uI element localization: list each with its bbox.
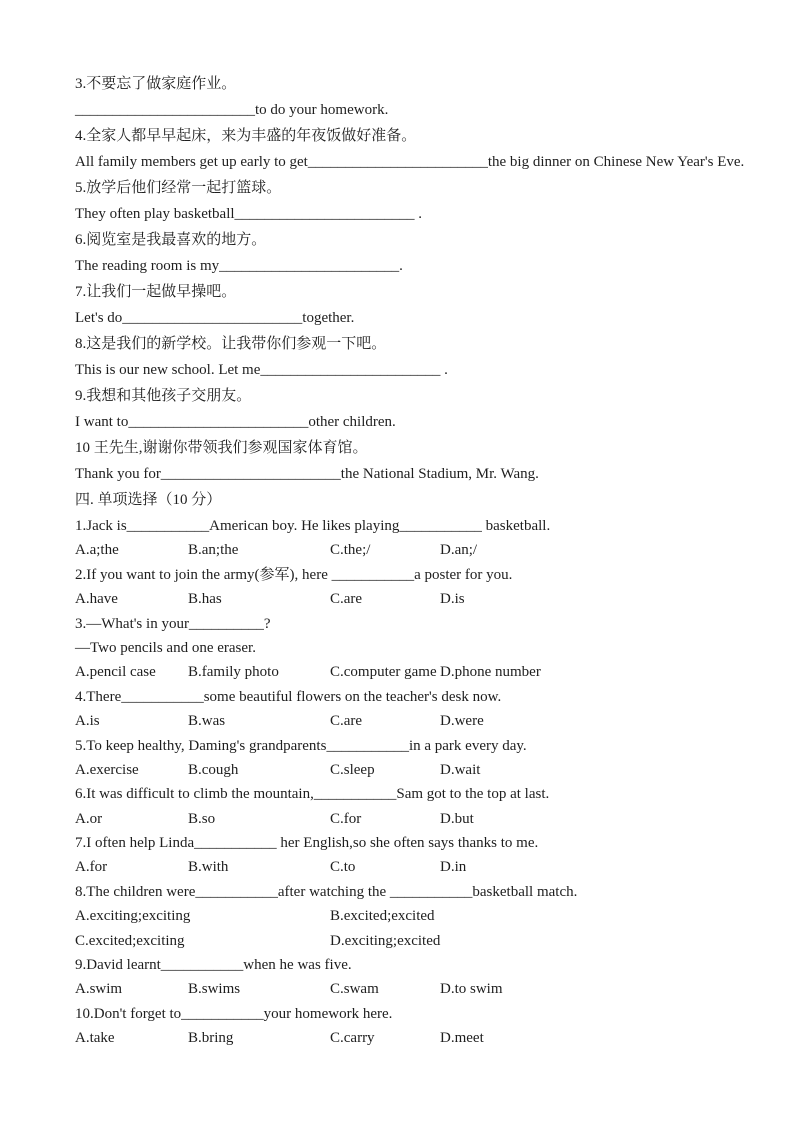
translation-english-blank-line: Let's do________________________together.: [75, 310, 355, 326]
translation-english-blank-line: ________________________to do your homework.: [75, 102, 389, 118]
mc-option-d: D.meet: [440, 1030, 484, 1047]
mc-option-a: A.take: [75, 1030, 115, 1047]
mc-options-row: [75, 660, 763, 684]
mc-option-d: D.to swim: [440, 981, 503, 998]
translation-chinese-sentence: 10 王先生,谢谢你带领我们参观国家体育馆。: [75, 440, 368, 456]
translation-chinese-sentence: 7.让我们一起做早操吧。: [75, 284, 237, 300]
mc-options-row: [75, 977, 763, 1001]
mc-options-row: [75, 538, 763, 562]
mc-question-text: 2.If you want to join the army(参军), here ___________a poster for you.: [75, 566, 513, 583]
mc-option-c: C.are: [330, 591, 363, 608]
mc-options-row: [75, 587, 763, 611]
mc-options-row: [75, 904, 763, 928]
mc-option-a: A.pencil case: [75, 664, 156, 681]
mc-question-text: 1.Jack is___________American boy. He likes playing___________ basketball.: [75, 518, 551, 534]
mc-option-a: A.exciting;exciting: [75, 908, 191, 925]
mc-option-b: B.bring: [188, 1030, 234, 1047]
mc-option-c: C.to: [330, 859, 356, 876]
translation-english-blank-line: This is our new school. Let me________________________ .: [75, 362, 448, 378]
mc-option-b: B.cough: [188, 761, 239, 778]
mc-option-a: A.or: [75, 810, 103, 827]
mc-option-a: A.a;the: [75, 542, 119, 559]
translation-chinese-sentence: 8.这是我们的新学校。让我带你们参观一下吧。: [75, 336, 387, 352]
mc-question-text: 6.It was difficult to climb the mountain,___________Sam got to the top at last.: [75, 786, 550, 803]
translation-chinese-sentence: 6.阅览室是我最喜欢的地方。: [75, 232, 267, 248]
mc-option-b: B.with: [188, 859, 229, 876]
mc-option-c: C.carry: [330, 1030, 375, 1047]
mc-option-c: C.computer game: [330, 664, 437, 681]
translation-chinese-sentence: 3.不要忘了做家庭作业。: [75, 76, 237, 92]
multiple-choice-section: [75, 514, 763, 1051]
mc-option-d: D.is: [440, 591, 465, 608]
translation-english-blank-line: I want to________________________other children.: [75, 414, 396, 430]
translation-chinese-sentence: 9.我想和其他孩子交朋友。: [75, 388, 252, 404]
mc-option-c: C.are: [330, 713, 363, 730]
mc-question-text: 5.To keep healthy, Daming's grandparents___________in a park every day.: [75, 737, 527, 754]
mc-option-b: B.an;the: [188, 542, 239, 559]
mc-option-c: C.sleep: [330, 761, 375, 778]
mc-options-row: [75, 929, 763, 953]
mc-question-text: 9.David learnt___________when he was five.: [75, 957, 352, 974]
section-heading: 四. 单项选择（10 分）: [75, 492, 222, 508]
translation-english-blank-line: All family members get up early to get________________________the big dinner on Chinese New Year's Eve.: [75, 154, 745, 170]
translation-english-blank-line: The reading room is my________________________.: [75, 258, 403, 274]
mc-option-d: D.an;/: [440, 542, 478, 559]
mc-option-a: A.for: [75, 859, 108, 876]
mc-option-d: D.wait: [440, 761, 481, 778]
translation-chinese-sentence: 5.放学后他们经常一起打篮球。: [75, 180, 282, 196]
mc-option-d: D.exciting;excited: [330, 932, 441, 949]
mc-question-text: 7.I often help Linda___________ her English,so she often says thanks to me.: [75, 835, 539, 852]
mc-options-row: [75, 709, 763, 733]
mc-option-d: D.but: [440, 810, 474, 827]
mc-option-c: C.for: [330, 810, 362, 827]
mc-option-a: A.exercise: [75, 761, 139, 778]
mc-option-b: B.family photo: [188, 664, 279, 681]
mc-option-a: A.have: [75, 591, 118, 608]
mc-question-text: —Two pencils and one eraser.: [75, 639, 256, 656]
mc-option-b: B.excited;excited: [330, 908, 435, 925]
mc-option-a: A.swim: [75, 981, 123, 998]
mc-option-c: C.swam: [330, 981, 379, 998]
mc-question-text: 4.There___________some beautiful flowers on the teacher's desk now.: [75, 688, 502, 705]
translation-section: [75, 71, 763, 487]
mc-option-c: C.the;/: [330, 542, 371, 559]
translation-chinese-sentence: 4.全家人都早早起床，来为丰盛的年夜饭做好准备。: [75, 128, 417, 144]
mc-option-c: C.excited;exciting: [75, 932, 185, 949]
mc-option-a: A.is: [75, 713, 100, 730]
mc-option-d: D.in: [440, 859, 467, 876]
mc-option-d: D.were: [440, 713, 484, 730]
mc-options-row: [75, 807, 763, 831]
mc-option-b: B.was: [188, 713, 226, 730]
mc-options-row: [75, 758, 763, 782]
mc-question-text: 3.—What's in your__________?: [75, 615, 271, 632]
mc-options-row: [75, 1026, 763, 1050]
translation-english-blank-line: Thank you for________________________the National Stadium, Mr. Wang.: [75, 466, 539, 482]
mc-question-text: 10.Don't forget to___________your homework here.: [75, 1005, 393, 1022]
mc-option-b: B.swims: [188, 981, 241, 998]
mc-option-d: D.phone number: [440, 664, 541, 681]
mc-option-b: B.so: [188, 810, 216, 827]
mc-option-b: B.has: [188, 591, 222, 608]
mc-options-row: [75, 855, 763, 879]
translation-english-blank-line: They often play basketball________________________ .: [75, 206, 423, 222]
mc-question-text: 8.The children were___________after watching the ___________basketball match.: [75, 883, 578, 900]
